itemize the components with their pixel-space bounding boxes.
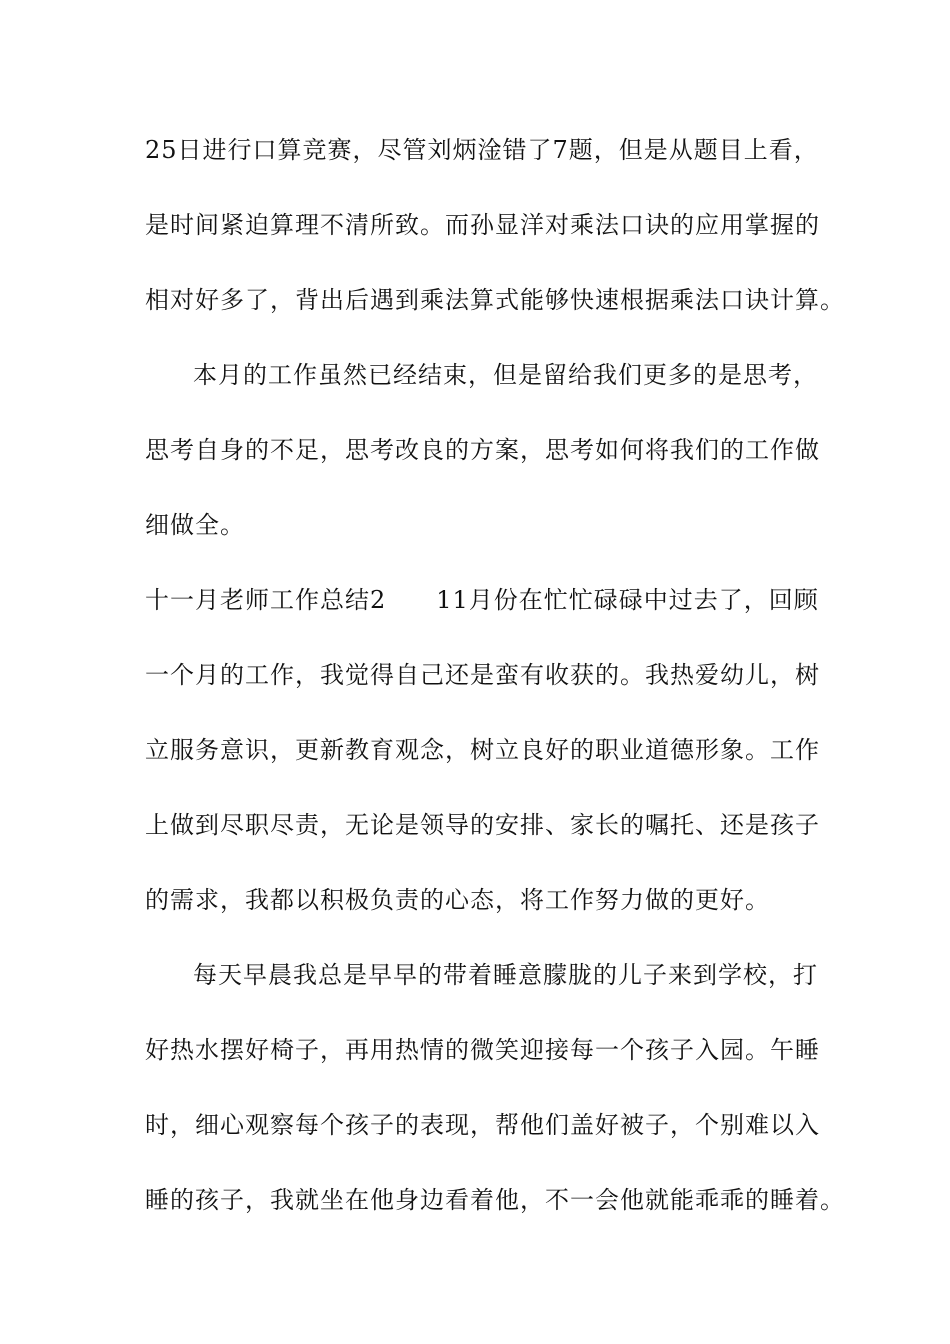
text-line: 思考自身的不足，思考改良的方案，思考如何将我们的工作做 [145,436,820,464]
text-line: 一个月的工作，我觉得自己还是蛮有收获的。我热爱幼儿，树 [145,661,820,689]
text-line: 每天早晨我总是早早的带着睡意朦胧的儿子来到学校，打 [193,961,818,989]
text-line: 时，细心观察每个孩子的表现，帮他们盖好被子，个别难以入 [145,1111,820,1139]
section-heading-line: 十一月老师工作总结2 11月份在忙忙碌碌中过去了，回顾 [145,586,819,614]
text-line: 的需求，我都以积极负责的心态，将工作努力做的更好。 [145,886,770,914]
text-line: 睡的孩子，我就坐在他身边看着他，不一会他就能乖乖的睡着。 [145,1186,845,1214]
text-line: 本月的工作虽然已经结束，但是留给我们更多的是思考， [193,361,818,389]
text-line: 25日进行口算竞赛，尽管刘炳淦错了7题，但是从题目上看， [145,136,819,164]
text-line: 相对好多了，背出后遇到乘法算式能够快速根据乘法口诀计算。 [145,286,845,314]
text-line: 好热水摆好椅子，再用热情的微笑迎接每一个孩子入园。午睡 [145,1036,820,1064]
text-line: 是时间紧迫算理不清所致。而孙显洋对乘法口诀的应用掌握的 [145,211,820,239]
text-line: 细做全。 [145,511,245,539]
text-line: 立服务意识，更新教育观念，树立良好的职业道德形象。工作 [145,736,820,764]
text-line: 上做到尽职尽责，无论是领导的安排、家长的嘱托、还是孩子 [145,811,820,839]
